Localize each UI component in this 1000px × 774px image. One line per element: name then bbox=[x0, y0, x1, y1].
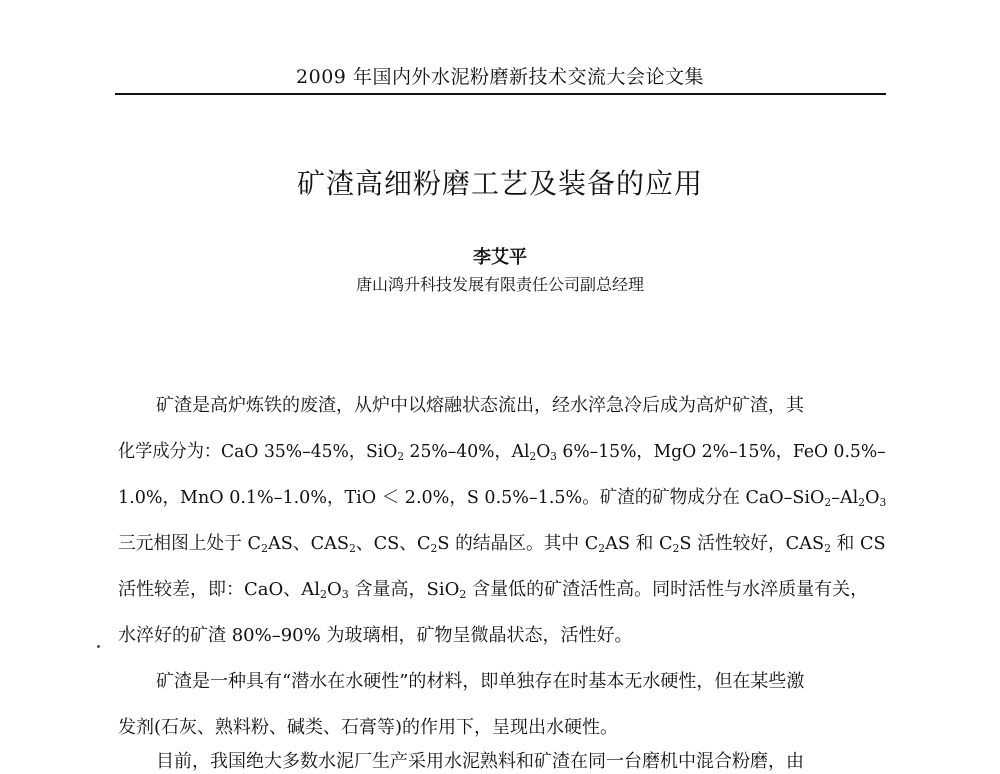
paragraph-2-line-1: 矿渣是一种具有“潜水在水硬性”的材料，即单独存在时基本无水硬性，但在某些激 bbox=[156, 671, 805, 692]
paragraph-1-line-4: 三元相图上处于 $C_2AS$、$CAS_2$、CS、$C_2S$ 的结晶区。其中 $C_2AS$ 和 $C_2S$ 活性较好，$CAS_2$ 和 CS bbox=[118, 533, 886, 555]
paragraph-3-line-1: 目前，我国绝大多数水泥厂生产采用水泥熟料和矿渣在同一台磨机中混合粉磨，由 bbox=[156, 751, 804, 772]
paragraph-1-line-5: 活性较差，即：CaO、$Al_2O_3$ 含量高，SiO$_2$ 含量低的矿渣活性高。同时活性与水淬质量有关， bbox=[118, 579, 869, 601]
running-header: 2009 年国内外水泥粉磨新技术交流大会论文集 bbox=[296, 66, 704, 88]
header-rule bbox=[115, 93, 886, 95]
paragraph-2-line-2: 发剂(石灰、熟料粉、碱类、石膏等)的作用下，呈现出水硬性。 bbox=[118, 717, 619, 738]
scan-speck bbox=[97, 645, 100, 648]
author-affiliation: 唐山鸿升科技发展有限责任公司副总经理 bbox=[355, 275, 644, 294]
paper-title: 矿渣高细粉磨工艺及装备的应用 bbox=[296, 167, 703, 200]
paragraph-1-line-3: 1.0%，MnO 0.1%–1.0%，TiO ＜ 2.0%，S 0.5%–1.5%。矿渣的矿物成分在 CaO–$SiO_2-Al_2O_3$ bbox=[118, 487, 887, 509]
paragraph-1-line-1: 矿渣是高炉炼铁的废渣，从炉中以熔融状态流出，经水淬急冷后成为高炉矿渣，其 bbox=[156, 395, 804, 416]
paragraph-1-line-2: 化学成分为：CaO 35%–45%，SiO$_2$ 25%–40%，$Al_2O_3$ 6%–15%，MgO 2%–15%，FeO 0.5%– bbox=[118, 441, 886, 463]
author-name: 李艾平 bbox=[473, 247, 527, 268]
paragraph-1-line-6: 水淬好的矿渣 80%–90% 为玻璃相，矿物呈微晶状态，活性好。 bbox=[118, 625, 633, 646]
